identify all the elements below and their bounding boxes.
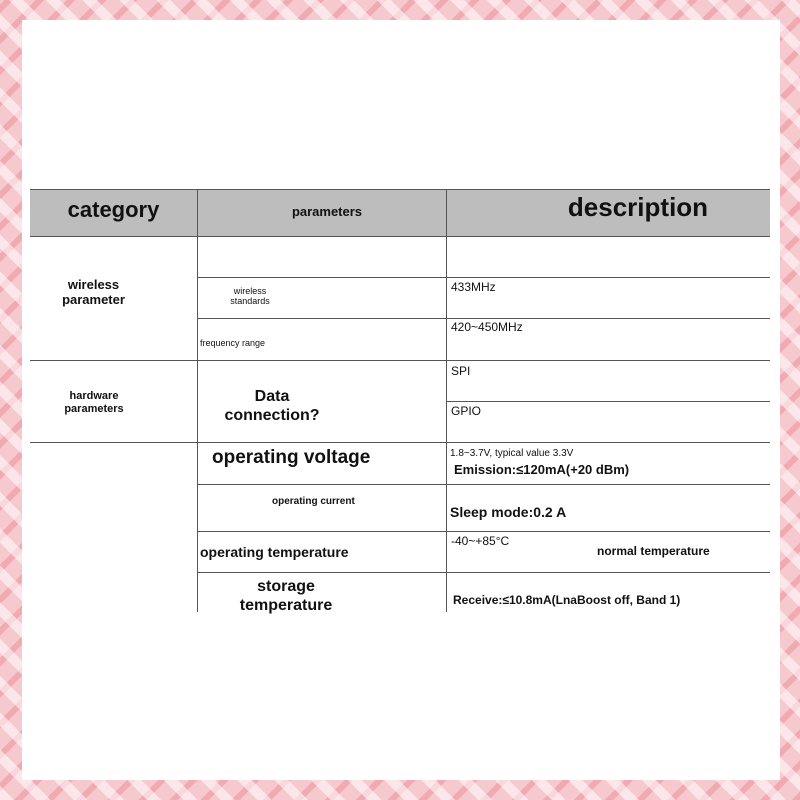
value-frequency-range: 420~450MHz xyxy=(451,320,523,334)
param-wireless-standards: wireless standards xyxy=(230,286,270,307)
param-storage-temperature: storage temperature xyxy=(239,578,333,615)
value-gpio: GPIO xyxy=(451,404,482,418)
header-description: description xyxy=(567,192,709,222)
param-operating-current: operating current xyxy=(272,496,355,507)
value-normal-temperature: normal temperature xyxy=(597,544,710,558)
param-operating-voltage: operating voltage xyxy=(212,447,371,468)
table-row-divider xyxy=(447,401,770,402)
param-frequency-range: frequency range xyxy=(200,338,266,348)
param-data-connection: Data connection? xyxy=(224,388,320,425)
table-row-divider xyxy=(198,277,770,278)
value-wireless-standards: 433MHz xyxy=(451,280,496,294)
header-parameters: parameters xyxy=(291,204,363,219)
table-border-top xyxy=(30,189,770,190)
value-operating-temperature: -40~+85°C xyxy=(451,534,510,548)
table-column-divider xyxy=(197,189,198,612)
table-row-divider xyxy=(198,318,770,319)
table-row-divider xyxy=(30,442,770,443)
table-row-divider xyxy=(30,360,770,361)
value-spi: SPI xyxy=(451,364,471,378)
value-sleep-mode: Sleep mode:0.2 A xyxy=(450,504,567,520)
value-operating-voltage: 1.8~3.7V, typical value 3.3V xyxy=(450,448,574,459)
table-row-divider xyxy=(30,236,770,237)
table-column-divider xyxy=(446,189,447,612)
table-row-divider xyxy=(198,484,770,485)
category-hardware-parameters: hardware parameters xyxy=(64,390,124,415)
table-row-divider xyxy=(198,572,770,573)
header-category: category xyxy=(67,197,160,222)
param-operating-temperature: operating temperature xyxy=(200,544,349,560)
category-wireless-parameter: wireless parameter xyxy=(62,277,125,307)
value-receive: Receive:≤10.8mA(LnaBoost off, Band 1) xyxy=(453,593,681,607)
value-emission: Emission:≤120mA(+20 dBm) xyxy=(454,462,630,477)
table-row-divider xyxy=(198,531,770,532)
